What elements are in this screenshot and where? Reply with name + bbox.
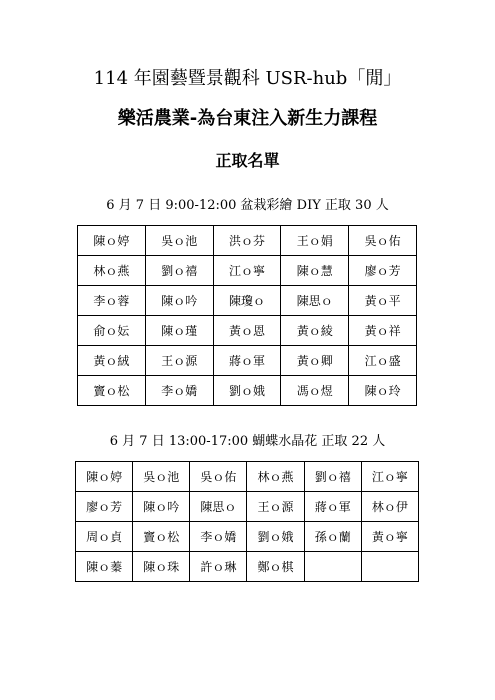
name-cell: 黃ｏ卿: [281, 346, 349, 376]
name-cell: 劉ｏ禧: [145, 256, 213, 286]
table-row: [76, 552, 419, 582]
session-1-table: [77, 225, 417, 406]
name-cell: 俞ｏ妘: [78, 316, 146, 346]
name-cell: 陳思ｏ: [190, 492, 247, 522]
name-cell: 陳ｏ吟: [133, 492, 190, 522]
title-line-2: 樂活農業-為台東注入新生力課程: [117, 108, 378, 129]
name-cell: 劉ｏ娥: [213, 376, 281, 406]
name-cell: 吳ｏ佑: [349, 226, 417, 256]
name-cell: 林ｏ燕: [78, 256, 146, 286]
name-cell: 黃ｏ寧: [361, 522, 418, 552]
name-cell: 黃ｏ綾: [281, 316, 349, 346]
name-cell: 竇ｏ松: [78, 376, 146, 406]
table-row: [78, 346, 417, 376]
name-cell: 孫ｏ蘭: [304, 522, 361, 552]
table-row: [78, 226, 417, 256]
name-cell: 黃ｏ平: [349, 286, 417, 316]
session-2-table: [75, 461, 419, 582]
table-row: [76, 522, 419, 552]
name-cell: 廖ｏ芳: [76, 492, 133, 522]
name-cell: 江ｏ寧: [213, 256, 281, 286]
name-cell: 周ｏ貞: [76, 522, 133, 552]
name-cell: 洪ｏ芬: [213, 226, 281, 256]
name-cell: 林ｏ伊: [361, 492, 418, 522]
name-cell: 吳ｏ池: [133, 462, 190, 492]
name-cell: 黃ｏ恩: [213, 316, 281, 346]
name-cell: 陳ｏ蓁: [76, 552, 133, 582]
name-cell: 黃ｏ祥: [349, 316, 417, 346]
session-2-table-body: [76, 462, 419, 582]
name-cell: 江ｏ寧: [361, 462, 418, 492]
name-cell: 陳ｏ瑾: [145, 316, 213, 346]
name-cell: 劉ｏ娥: [247, 522, 304, 552]
name-cell: 廖ｏ芳: [349, 256, 417, 286]
session-1-heading: 6 月 7 日 9:00-12:00 盆栽彩繪 DIY 正取 30 人: [106, 198, 389, 213]
table-row: [78, 376, 417, 406]
name-cell: 吳ｏ佑: [190, 462, 247, 492]
name-cell: [361, 552, 418, 582]
table-row: [78, 316, 417, 346]
name-cell: 李ｏ蓉: [78, 286, 146, 316]
title-line-3: 正取名單: [215, 151, 280, 170]
name-cell: 林ｏ燕: [247, 462, 304, 492]
name-cell: 陳ｏ珠: [133, 552, 190, 582]
title-line-1: 114 年園藝暨景觀科 USR-hub「閒」: [93, 68, 402, 89]
name-cell: 陳ｏ吟: [145, 286, 213, 316]
name-cell: 鄭ｏ棋: [247, 552, 304, 582]
name-cell: 許ｏ琳: [190, 552, 247, 582]
name-cell: 王ｏ源: [247, 492, 304, 522]
name-cell: 陳ｏ慧: [281, 256, 349, 286]
name-cell: 李ｏ嬌: [145, 376, 213, 406]
name-cell: 陳ｏ婷: [76, 462, 133, 492]
table-row: [78, 286, 417, 316]
name-cell: [304, 552, 361, 582]
session-2-heading: 6 月 7 日 13:00-17:00 蝴蝶水晶花 正取 22 人: [109, 434, 386, 449]
name-cell: 李ｏ嬌: [190, 522, 247, 552]
name-cell: 竇ｏ松: [133, 522, 190, 552]
name-cell: 蔣ｏ軍: [213, 346, 281, 376]
name-cell: 陳思ｏ: [281, 286, 349, 316]
name-cell: 劉ｏ禧: [304, 462, 361, 492]
name-cell: 王ｏ娟: [281, 226, 349, 256]
session-1-table-body: [78, 226, 417, 406]
name-cell: 陳ｏ玲: [349, 376, 417, 406]
name-cell: 陳瓊ｏ: [213, 286, 281, 316]
name-cell: 馮ｏ煜: [281, 376, 349, 406]
name-cell: 蔣ｏ軍: [304, 492, 361, 522]
table-row: [76, 492, 419, 522]
name-cell: 王ｏ源: [145, 346, 213, 376]
name-cell: 吳ｏ池: [145, 226, 213, 256]
name-cell: 江ｏ盛: [349, 346, 417, 376]
table-row: [78, 256, 417, 286]
name-cell: 陳ｏ婷: [78, 226, 146, 256]
name-cell: 黃ｏ絨: [78, 346, 146, 376]
table-row: [76, 462, 419, 492]
